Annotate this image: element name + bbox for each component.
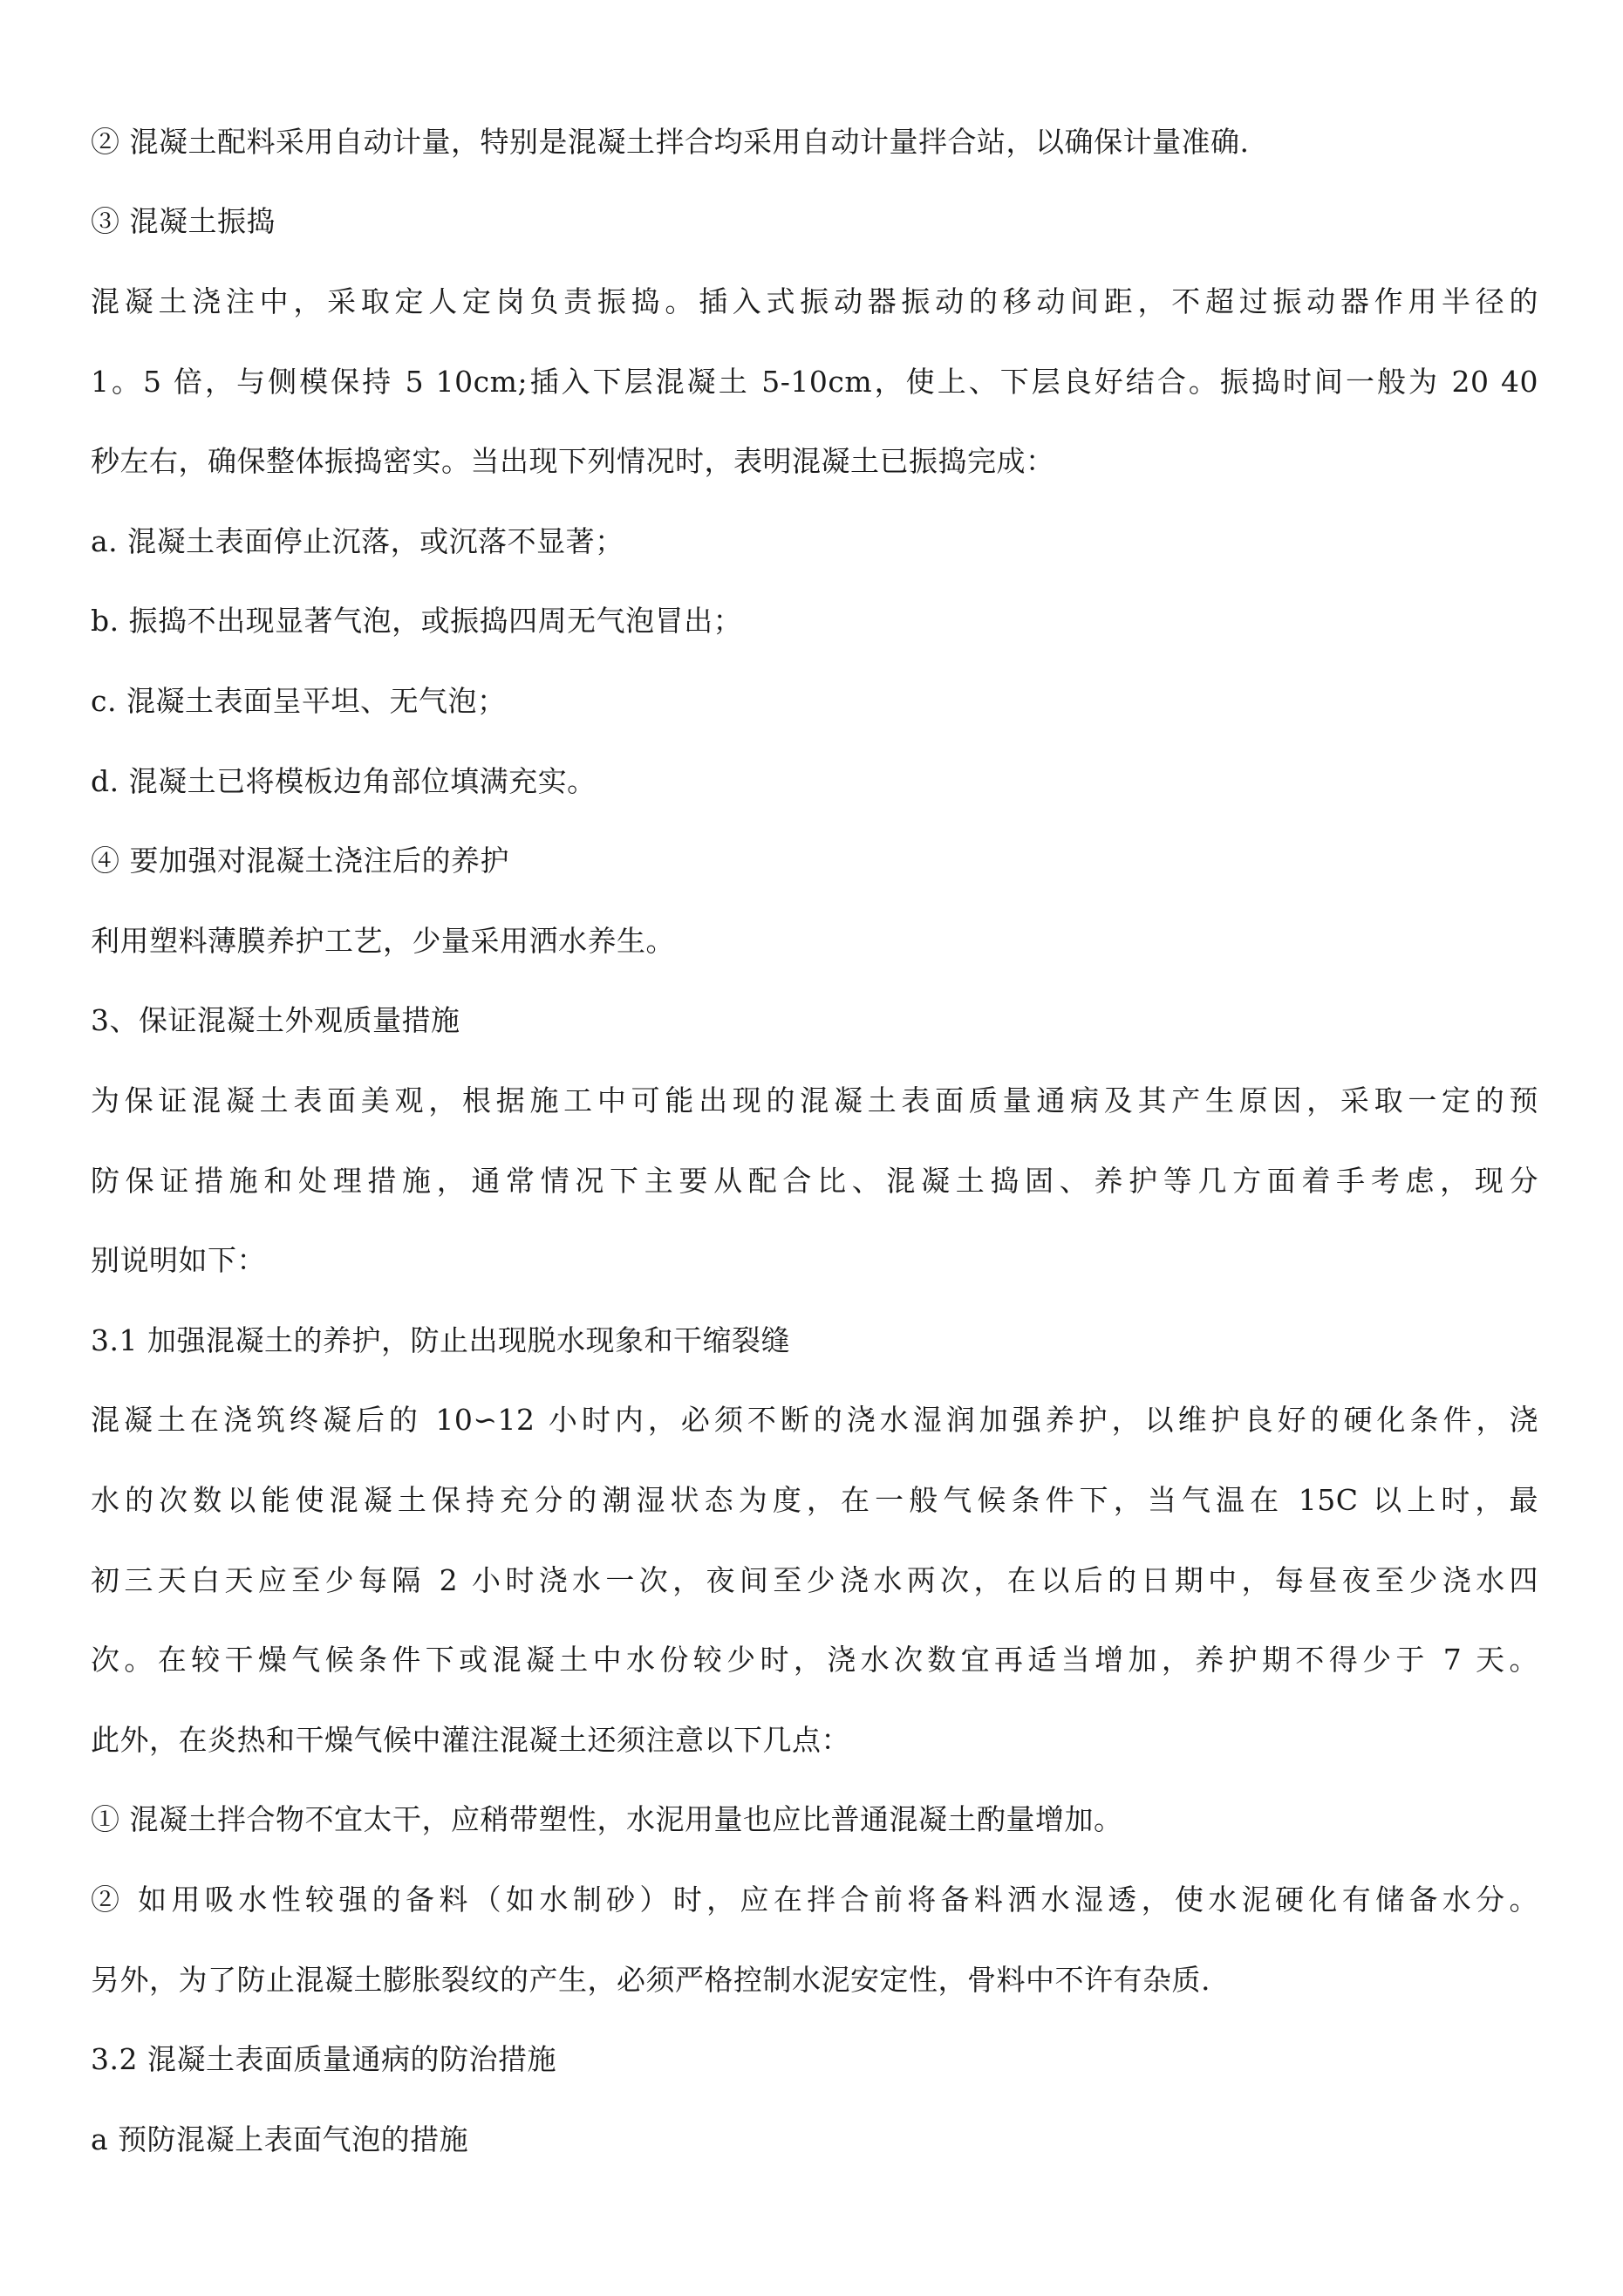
text-line: 初三天白天应至少每隔 2 小时浇水一次，夜间至少浇水两次，在以后的日期中，每昼夜至少浇水四 — [91, 1563, 1538, 1597]
text-line: 混凝土在浇筑终凝后的 10∽12 小时内，必须不断的浇水湿润加强养护，以维护良好的硬化条件，浇 — [91, 1403, 1538, 1437]
text-line: 1。5 倍，与侧模保持 5 10cm;插入下层混凝土 5-10cm，使上、下层良好结合。振捣时间一般为 20 40 — [91, 365, 1538, 399]
text-line: 此外，在炎热和干燥气候中灌注混凝土还须注意以下几点： — [91, 1723, 850, 1757]
text-line: 次。在较干燥气候条件下或混凝土中水份较少时，浇水次数宜再适当增加，养护期不得少于 7 天。 — [91, 1643, 1538, 1677]
list-item: d. 混凝土已将模板边角部位填满充实。 — [91, 764, 597, 798]
text-line: 水的次数以能使混凝土保持充分的潮湿状态为度，在一般气候条件下，当气温在 15C 以上时，最 — [91, 1483, 1538, 1517]
list-item: a. 混凝土表面停止沉落，或沉落不显著； — [91, 524, 624, 558]
section-heading: a 预防混凝上表面气泡的措施 — [91, 2122, 469, 2156]
text-line: 秒左右，确保整体振捣密实。当出现下列情况时，表明混凝土已振捣完成： — [91, 444, 1055, 478]
text-line: 混凝土浇注中，采取定人定岗负责振捣。插入式振动器振动的移动间距，不超过振动器作用半径的 — [91, 284, 1538, 318]
section-heading: ④ 要加强对混凝土浇注后的养护 — [91, 844, 509, 878]
text-line: ② 混凝土配料采用自动计量，特别是混凝土拌合均采用自动计量拌合站，以确保计量准确. — [91, 125, 1250, 159]
section-heading: 3、保证混凝土外观质量措施 — [91, 1003, 460, 1037]
section-heading: ③ 混凝土振捣 — [91, 204, 276, 238]
list-item: ② 如用吸水性较强的备料（如水制砂）时，应在拌合前将备料洒水湿透，使水泥硬化有储备水分。 — [91, 1883, 1538, 1917]
list-item: c. 混凝土表面呈平坦、无气泡； — [91, 684, 507, 718]
section-heading: 3.2 混凝土表面质量通病的防治措施 — [91, 2042, 556, 2076]
list-item: ① 混凝土拌合物不宜太干，应稍带塑性，水泥用量也应比普通混凝土酌量增加。 — [91, 1802, 1123, 1836]
text-line: 防保证措施和处理措施，通常情况下主要从配合比、混凝土捣固、养护等几方面着手考虑，现分 — [91, 1164, 1538, 1198]
text-line: 另外，为了防止混凝土膨胀裂纹的产生，必须严格控制水泥安定性，骨料中不许有杂质. — [91, 1963, 1210, 1997]
text-line: 利用塑料薄膜养护工艺，少量采用洒水养生。 — [91, 924, 675, 958]
list-item: b. 振捣不出现显著气泡，或振捣四周无气泡冒出； — [91, 604, 743, 638]
text-line: 为保证混凝土表面美观，根据施工中可能出现的混凝土表面质量通病及其产生原因，采取一定的预 — [91, 1083, 1538, 1117]
section-heading: 3.1 加强混凝土的养护，防止出现脱水现象和干缩裂缝 — [91, 1323, 790, 1357]
text-line: 别说明如下： — [91, 1243, 266, 1277]
